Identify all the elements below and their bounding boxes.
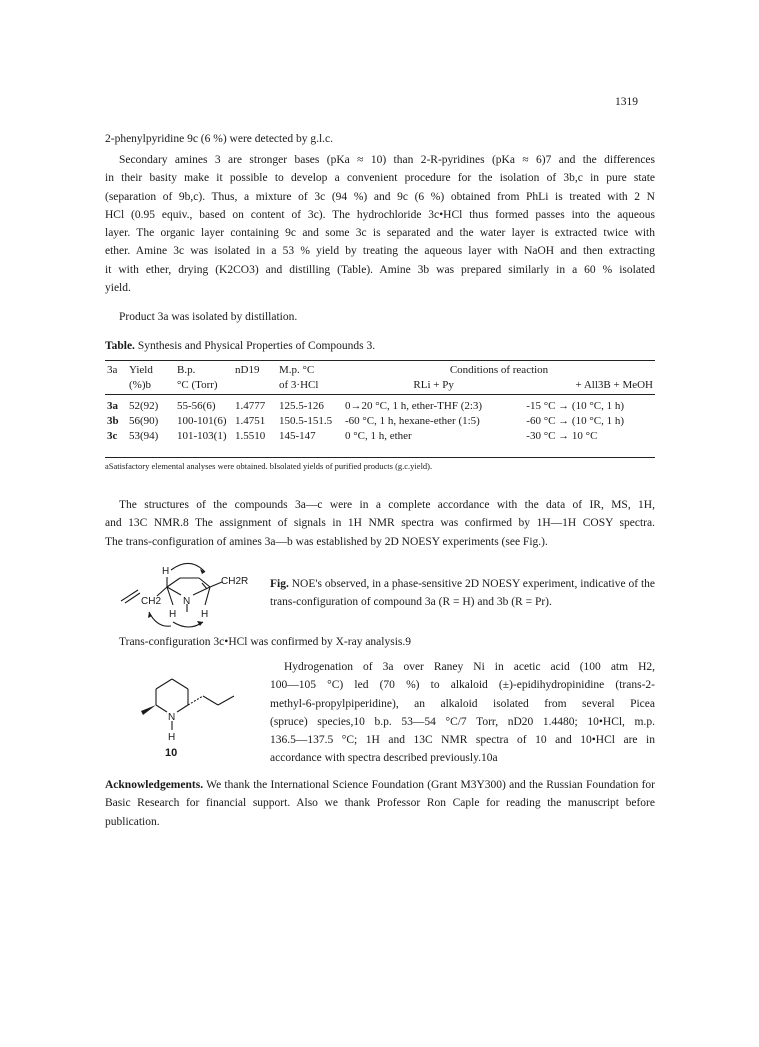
table-cell: -60 °C, 1 h, hexane-ether (1:5): [345, 414, 480, 427]
table-cell: -15 °C → (10 °C, 1 h): [526, 399, 624, 412]
paragraph-3: Product 3a was isolated by distillation.: [119, 311, 298, 323]
table-caption: [105, 340, 375, 352]
table-cell: 55-56(6): [177, 399, 216, 412]
table-row: [105, 398, 655, 413]
noe-arrow-top: [171, 563, 205, 572]
atom-label: H: [169, 609, 177, 620]
paragraph-2-line: Secondary amines 3 are stronger bases (pKa ≈ 10) than 2-R-pyridines (pKa ≈ 6)7 and the differences: [119, 154, 655, 166]
wedge-bond: [141, 705, 156, 715]
paragraph-4: [105, 496, 655, 551]
table-bottom-rule: [105, 457, 655, 458]
noesy-structure-figure: [105, 560, 265, 640]
table-cell: 53(94): [129, 429, 159, 442]
table-header-cell: [105, 377, 127, 392]
bond: [156, 679, 172, 689]
bond: [177, 705, 188, 712]
atom-label: N: [168, 712, 176, 723]
hydrogenation-line: methyl-6-propylpiperidine), an alkaloid isolated from several Picea: [270, 697, 655, 710]
bond: [157, 587, 167, 596]
table-header-cell: B.p.: [177, 363, 196, 376]
hydrogenation-line: 100—105 °C) led (70 %) to alkaloid (±)-epidihydropinidine (trans-2-: [270, 679, 655, 692]
table-cell: 101-103(1): [177, 429, 227, 442]
compound-number: 10: [165, 747, 178, 759]
bond: [172, 679, 188, 689]
paragraph-2-line: HCl (0.95 equiv., based on content of 3c). The hydrochloride 3c•HCl thus formed passes into the aqueous: [105, 208, 655, 221]
hydrogenation-line: accordance with spectra described previously.10a: [270, 752, 498, 765]
data-table: [105, 362, 655, 443]
table-cell: 1.4751: [235, 414, 266, 427]
paragraph-2-line: ether. Amine 3c was isolated in a 53 % yield by treating the aqueous layer with NaOH and then extracting: [105, 245, 655, 258]
table-header-row: [105, 377, 655, 392]
acknowledgements-text: We thank the International Science Foundation (Grant M3Y300) and the Russian Foundation for Basic Research for financial support. Also we thank Professor Ron Caple for reading the manuscript before publication.: [105, 779, 655, 828]
hydrogenation-paragraph: [270, 658, 655, 768]
table-cell: 0 °C, 1 h, ether: [345, 429, 412, 442]
bond: [205, 587, 210, 605]
table-row: [105, 413, 655, 428]
paragraph-2: [105, 151, 655, 297]
table-cell: 1.4777: [235, 399, 266, 412]
table-header-cell: + All3B + MeOH: [575, 378, 653, 391]
table-cell: 0→20 °C, 1 h, ether-THF (2:3): [345, 399, 483, 412]
table-caption-text: Synthesis and Physical Properties of Compounds 3.: [137, 340, 376, 352]
table-header-row: [105, 362, 655, 377]
bond: [193, 587, 210, 595]
table-row: [105, 428, 655, 443]
table-cell: -30 °C → 10 °C: [526, 429, 598, 442]
acknowledgements-heading: Acknowledgements.: [105, 779, 204, 791]
atom-label: CH2: [141, 596, 162, 607]
paragraph-1: 2-phenylpyridine 9c (6 %) were detected by g.l.c.: [105, 133, 333, 145]
bond: [156, 705, 167, 712]
table-cell: 3c: [107, 429, 118, 442]
atom-label: H: [201, 609, 209, 620]
table-header-cell: nD19: [235, 363, 260, 376]
paragraph-2-line: in their basity make it possible to develop a convenient procedure for the isolation of 3b,c in pure state: [105, 172, 655, 185]
table-cell: 3a: [107, 399, 118, 412]
figure-caption: [270, 575, 655, 612]
paragraph-2-line: yield.: [105, 282, 131, 295]
bond: [203, 696, 218, 705]
figure-label: Fig.: [270, 578, 289, 590]
atom-label: N: [183, 596, 191, 607]
table-cell: -60 °C → (10 °C, 1 h): [526, 414, 624, 427]
atom-label: H: [168, 732, 176, 743]
table-header-cell: °C (Torr): [177, 378, 218, 391]
trans-configuration-line: Trans-configuration 3c•HCl was confirmed by X-ray analysis.9: [119, 636, 411, 648]
bond: [125, 593, 140, 603]
page-number: 1319: [615, 96, 638, 108]
compound-10-structure: [128, 665, 248, 775]
table-footnote: aSatisfactory elemental analyses were obtained. bIsolated yields of purified products (g.c.yield).: [105, 461, 433, 471]
table-header-cell: M.p. °C: [279, 363, 315, 376]
figure-caption-text: NOE's observed, in a phase-sensitive 2D NOESY experiment, indicative of the trans-configuration of compound 3a (R = H) and 3b (R = Pr).: [270, 578, 656, 609]
atom-label: CH2R: [221, 576, 249, 587]
table-header-cell: (%)b: [129, 378, 151, 391]
table-cell: 150.5-151.5: [279, 414, 333, 427]
table-header-cell: Yield: [129, 363, 153, 376]
table-header-cell: [233, 377, 277, 392]
table-header-cell: of 3·HCl: [279, 378, 319, 391]
table-header-cell: 3a: [107, 363, 118, 376]
bond: [188, 696, 203, 705]
table-top-rule: [105, 360, 655, 361]
paragraph-2-line: layer. The organic layer containing 9c and some 3c is separated and the water layer is extracted twice with: [105, 227, 655, 240]
table-header-cell: RLi + Py: [413, 378, 454, 391]
hydrogenation-line: 136.5—137.5 °C; 1H and 13C NMR spectra of 10 and 10•HCl are in: [270, 734, 655, 747]
hydrogenation-line: (spruce) species,10 b.p. 53—54 °C/7 Torr, nD20 1.4480; 10•HCl, m.p.: [270, 715, 655, 728]
bond: [218, 696, 234, 705]
table-cell: 100-101(6): [177, 414, 227, 427]
table-caption-label: Table.: [105, 340, 135, 352]
paragraph-2-line: (separation of 9b,c). Thus, a mixture of 3c (94 %) and 9c (6 %) obtained from PhLi is treated with 2 N: [105, 190, 655, 203]
paragraph-4-line: and 13C NMR.8 The assignment of signals in 1H NMR spectra was confirmed by 1H—1H COSY spectra.: [105, 517, 655, 530]
table-header-cell: Conditions of reaction: [449, 363, 549, 376]
acknowledgements: [105, 776, 655, 831]
paragraph-4-line: The structures of the compounds 3a—c were in a complete accordance with the data of IR, MS, 1H,: [119, 499, 655, 511]
table-cell: 125.5-126: [279, 399, 324, 412]
noe-arrow-left: [149, 612, 171, 626]
table-cell: 52(92): [129, 399, 159, 412]
paragraph-4-line: The trans-configuration of amines 3a—b was established by 2D NOESY experiments (see Fig.).: [105, 535, 548, 548]
table-cell: 145-147: [279, 429, 316, 442]
paragraph-2-line: it with ether, drying (K2CO3) and distilling (Table). Amine 3b was prepared similarly in a 60 % isolated: [105, 263, 655, 276]
table-cell: 56(90): [129, 414, 159, 427]
table-cell: 3b: [107, 414, 119, 427]
hydrogenation-line: Hydrogenation of 3a over Raney Ni in acetic acid (100 atm H2,: [284, 661, 655, 673]
atom-label: H: [162, 566, 170, 577]
table-cell: 1.5510: [235, 429, 266, 442]
bond: [167, 578, 180, 587]
